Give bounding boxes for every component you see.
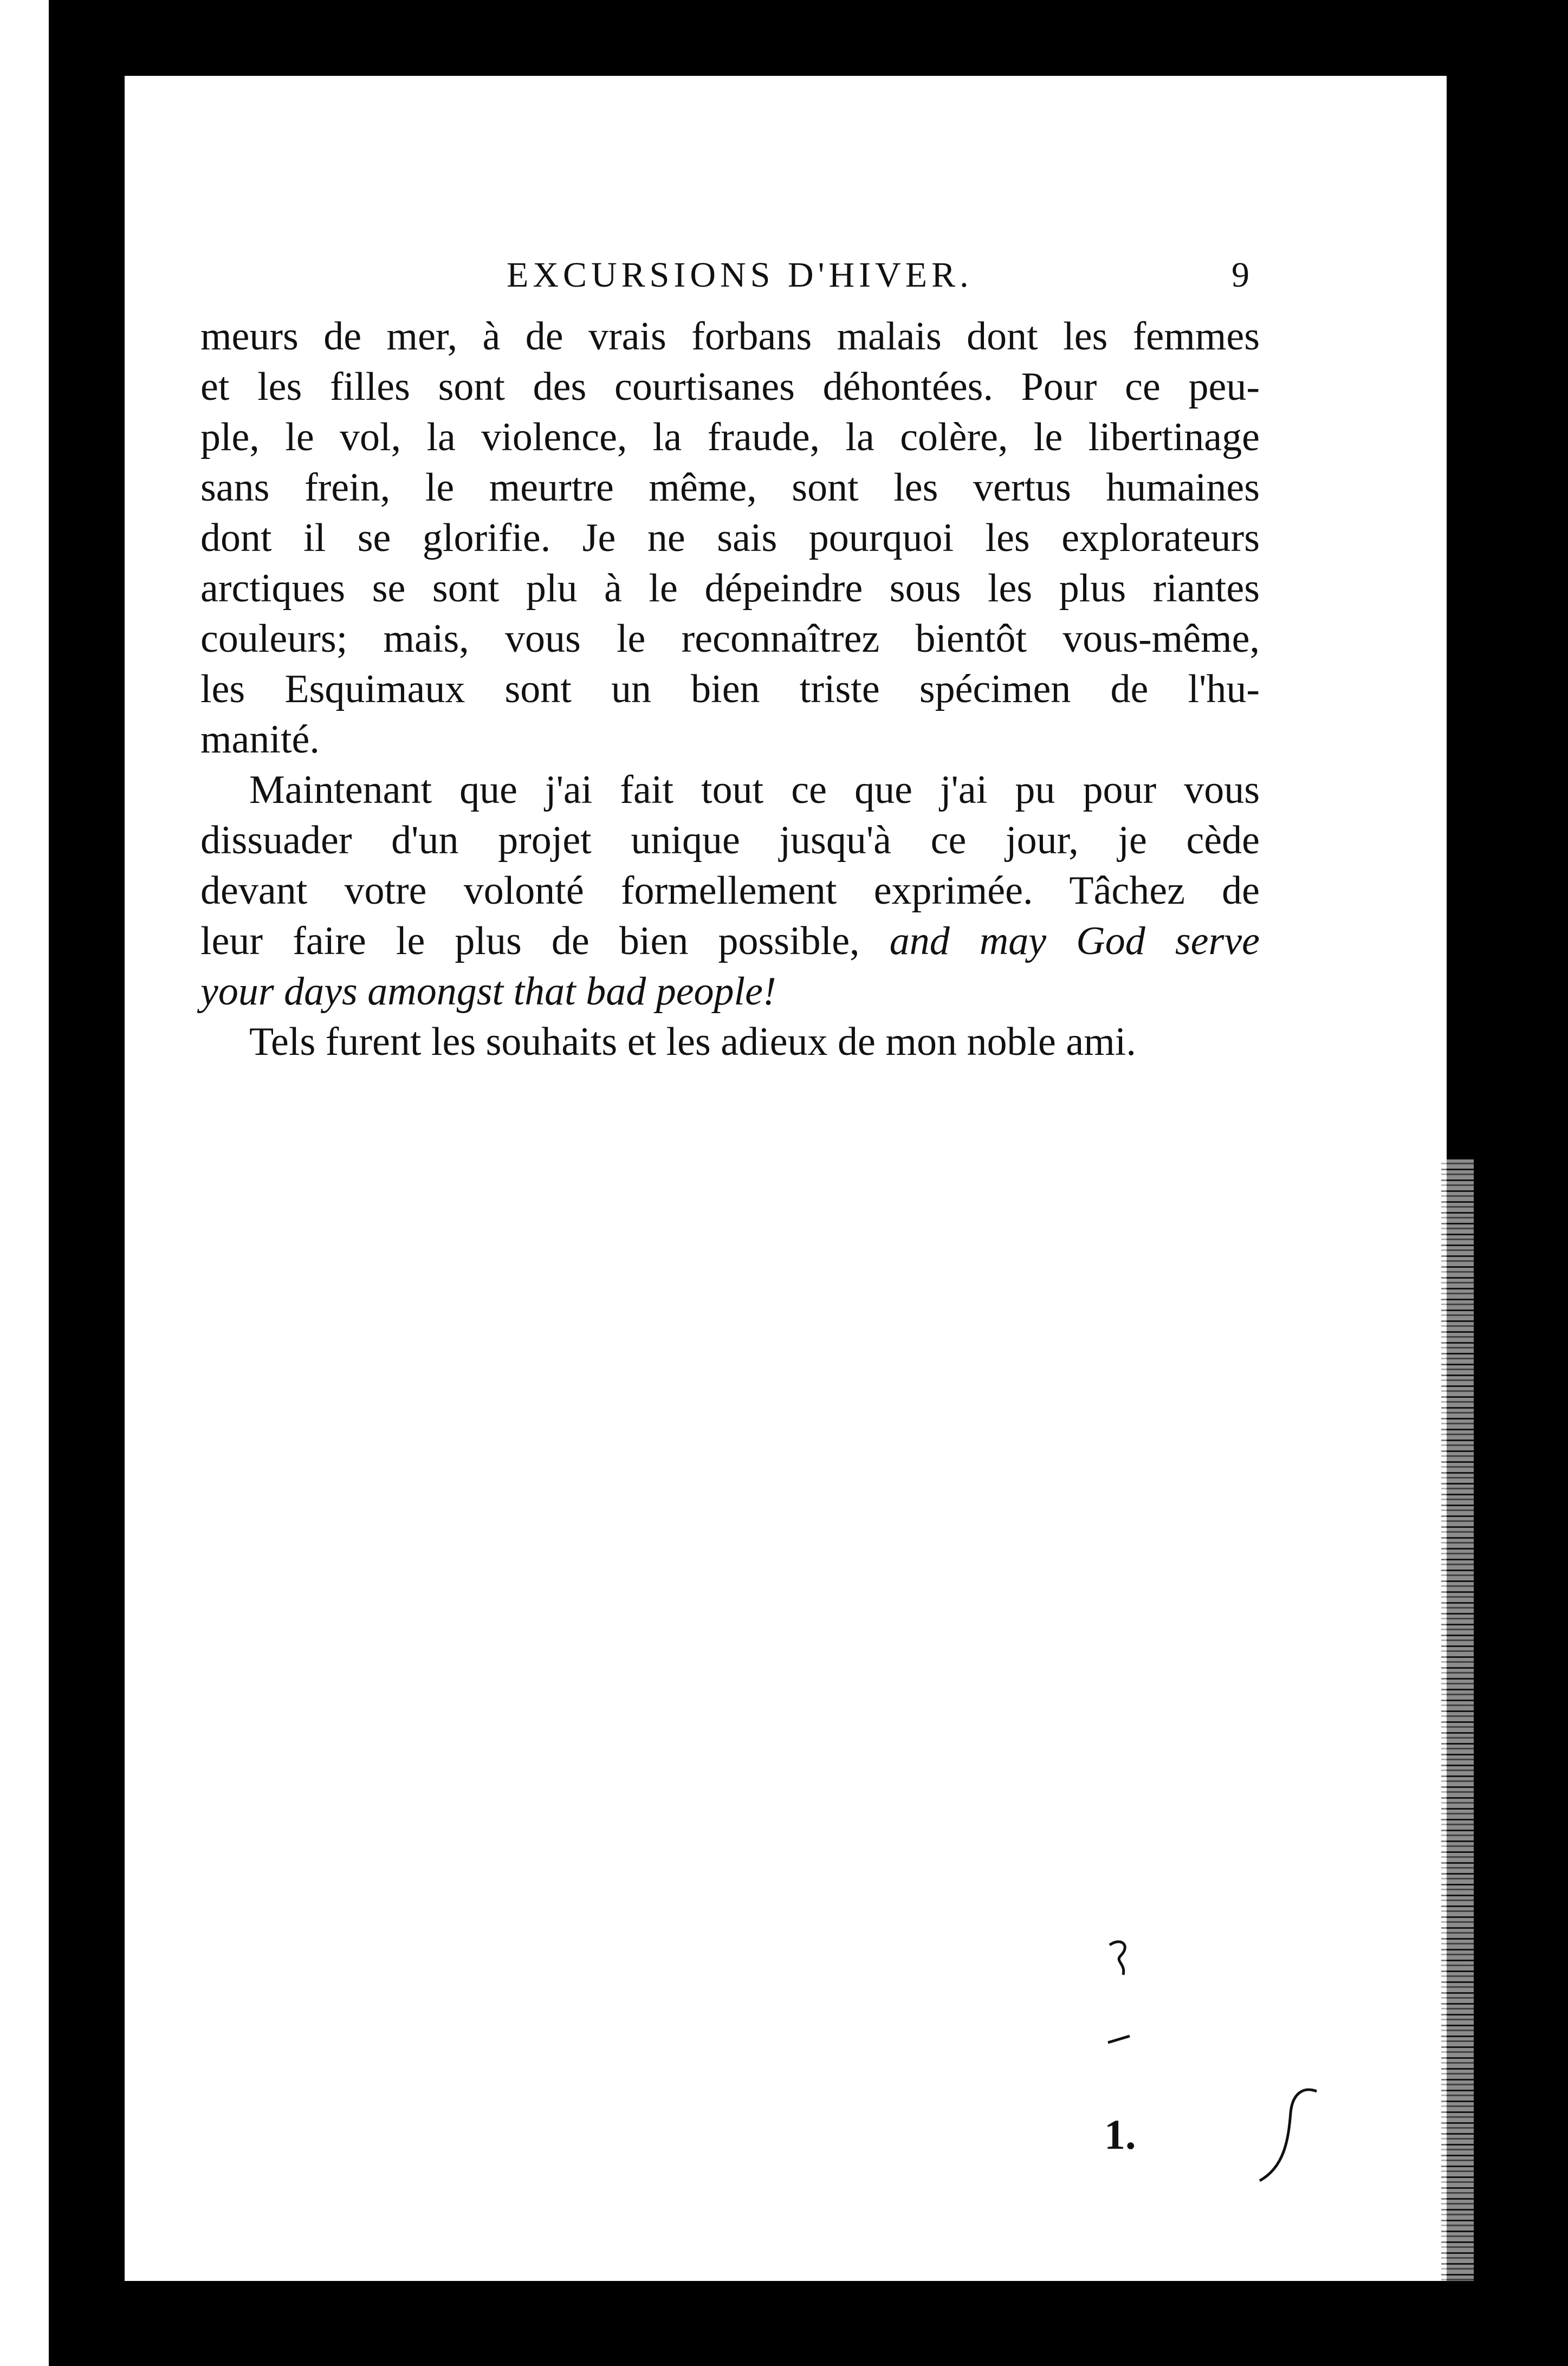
ink-dash-mark	[1105, 2032, 1132, 2048]
running-head-title: EXCURSIONS D'HIVER.	[507, 255, 973, 295]
body-text	[200, 312, 1260, 1067]
page-number: 9	[1232, 255, 1249, 295]
text-line: et les filles sont des courtisanes déhontées. Pour ce peu-	[200, 365, 1260, 409]
text-line: meurs de mer, à de vrais forbans malais dont les femmes	[200, 314, 1260, 359]
text-line: devant votre volonté formellement exprimée. Tâchez de	[200, 868, 1260, 913]
text-line: Maintenant que j'ai fait tout ce que j'ai pu pour vous	[249, 768, 1260, 812]
english-quote-end: your days amongst that bad people!	[200, 969, 776, 1014]
text-line: manité.	[200, 717, 320, 762]
handwritten-stroke	[1252, 2080, 1327, 2189]
english-quote-start: and may God serve	[889, 919, 1260, 963]
text-line: sans frein, le meurtre même, sont les vertus humaines	[200, 465, 1260, 510]
text-line-mixed	[200, 916, 1260, 967]
text-line: couleurs; mais, vous le reconnaîtrez bientôt vous-même,	[200, 617, 1260, 661]
text-line: arctiques se sont plu à le dépeindre sous les plus riantes	[200, 566, 1260, 611]
signature-mark: 1.	[1104, 2111, 1136, 2158]
text-line: Tels furent les souhaits et les adieux de mon noble ami.	[249, 1020, 1136, 1064]
scan-right-edge-noise	[1441, 1159, 1474, 2281]
scan-left-margin	[0, 0, 49, 2366]
ink-squiggle-mark	[1104, 1934, 1137, 1978]
text-line: dissuader d'un projet unique jusqu'à ce jour, je cède	[200, 818, 1260, 863]
text-line: dont il se glorifie. Je ne sais pourquoi les explorateurs	[200, 516, 1260, 560]
text-line: ple, le vol, la violence, la fraude, la colère, le libertinage	[200, 415, 1260, 459]
text-line: les Esquimaux sont un bien triste spécimen de l'hu-	[200, 667, 1260, 711]
text-run: leur faire le plus de bien possible,	[200, 919, 860, 963]
running-head	[125, 255, 1447, 303]
book-page	[125, 76, 1447, 2281]
